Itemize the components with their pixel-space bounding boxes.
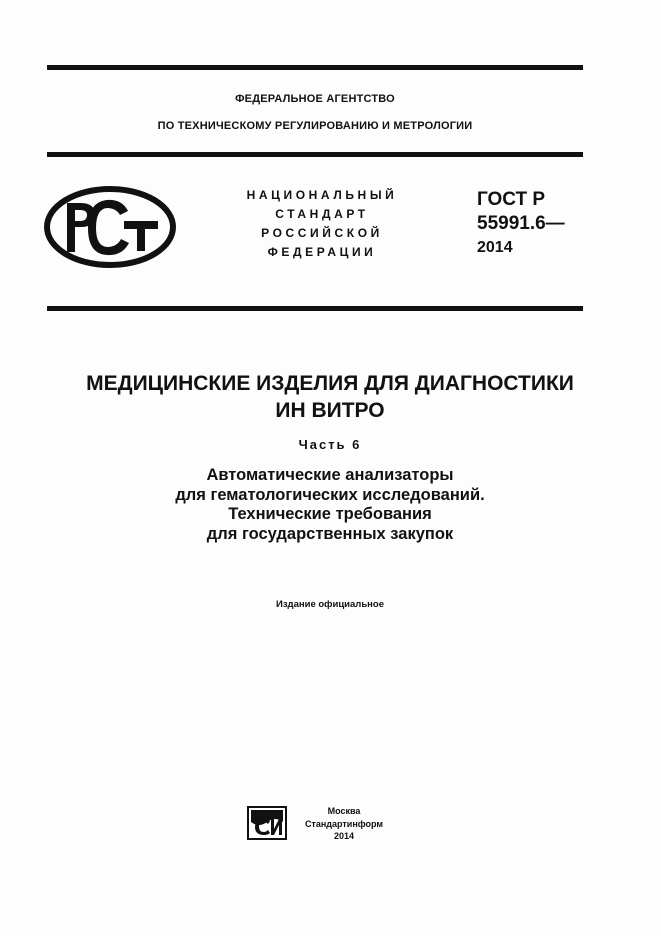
national-standard-line-3: РОССИЙСКОЙ bbox=[261, 226, 383, 240]
agency-line-1: ФЕДЕРАЛЬНОЕ АГЕНТСТВО bbox=[235, 93, 395, 105]
subtitle-line-2: для гематологических исследований. bbox=[175, 485, 485, 504]
middle-rule bbox=[47, 306, 583, 311]
subtitle-line-3: Технические требования bbox=[228, 505, 432, 523]
publisher-city: Москва bbox=[327, 806, 361, 816]
subtitle-line-1: Автоматические анализаторы bbox=[206, 466, 454, 484]
part-label: Часть 6 bbox=[298, 437, 362, 452]
header-rule bbox=[47, 152, 583, 157]
top-rule bbox=[47, 65, 583, 70]
publisher-year: 2014 bbox=[333, 831, 355, 841]
publisher-name: Стандартинформ bbox=[304, 818, 384, 829]
subtitle-line-4: для государственных закупок bbox=[206, 524, 454, 543]
gost-number: 55991.6— bbox=[477, 213, 565, 234]
national-standard-line-2: СТАНДАРТ bbox=[275, 207, 369, 221]
gost-label: ГОСТ Р bbox=[477, 189, 546, 210]
standartinform-logo-icon bbox=[247, 806, 287, 840]
title-line-1: МЕДИЦИНСКИЕ ИЗДЕЛИЯ ДЛЯ ДИАГНОСТИКИ bbox=[86, 372, 574, 395]
national-standard-line-4: ФЕДЕРАЦИИ bbox=[267, 245, 377, 259]
gost-designation bbox=[477, 188, 565, 260]
gost-r-logo-icon bbox=[44, 186, 176, 268]
document-subtitle bbox=[40, 466, 620, 544]
gost-year: 2014 bbox=[477, 239, 513, 256]
national-standard-label bbox=[222, 186, 422, 262]
title-line-2: ИН ВИТРО bbox=[275, 399, 385, 422]
official-edition-label: Издание официальное bbox=[276, 599, 384, 610]
document-title bbox=[40, 370, 620, 424]
publisher-imprint bbox=[294, 805, 394, 843]
national-standard-line-1: НАЦИОНАЛЬНЫЙ bbox=[246, 188, 398, 202]
agency-line-2: ПО ТЕХНИЧЕСКОМУ РЕГУЛИРОВАНИЮ И МЕТРОЛОГИИ bbox=[157, 120, 473, 132]
